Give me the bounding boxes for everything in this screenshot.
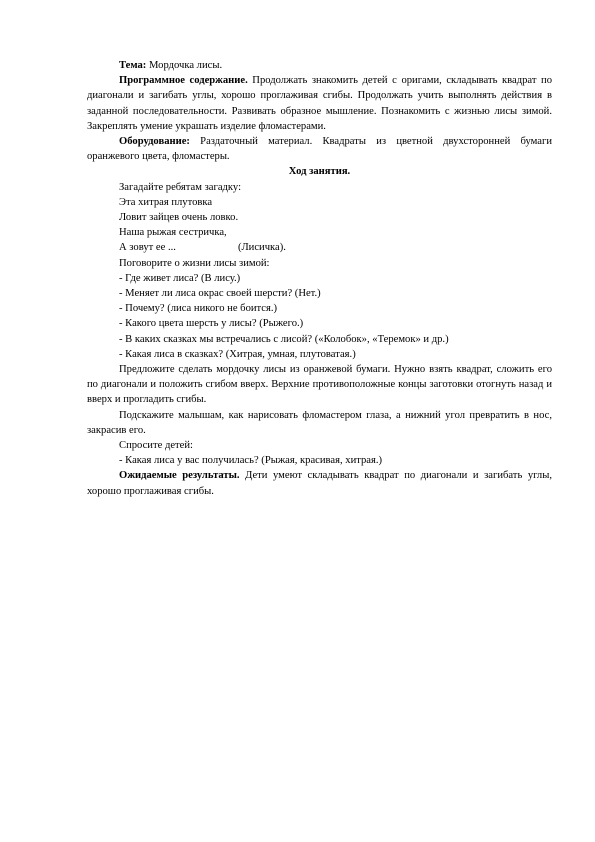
- riddle-line-2: Ловит зайцев очень ловко.: [119, 212, 239, 224]
- instruction-paragraph-2: Подскажите малышам, как нарисовать фломастером глаза, а нижний угол превратить в нос, закрасив его.: [87, 409, 552, 436]
- riddle-intro: Загадайте ребятам загадку:: [119, 181, 242, 193]
- ask-question: - Какая лиса у вас получилась? (Рыжая, красивая, хитрая.): [119, 455, 383, 467]
- program-paragraph: [87, 73, 552, 134]
- talk-question-3: - Почему? (лиса никого не боится.): [119, 303, 278, 315]
- equipment-text: Раздаточный материал. Квадраты из цветной двухсторонней бумаги оранжевого цвета, фломастеры.: [87, 136, 552, 163]
- instruction-paragraph-1: Предложите сделать мордочку лисы из оранжевой бумаги. Нужно взять квадрат, сложить его по диагонали и положить сгибом вверх. Верхние противоположные концы заготовки отогнуть назад и вверх и прогладить сгибы.: [87, 364, 552, 406]
- talk-question-2: - Меняет ли лиса окрас своей шерсти? (Нет.): [119, 288, 321, 300]
- equipment-label: Оборудование:: [119, 136, 190, 148]
- talk-question-5: - В каких сказках мы встречались с лисой? («Колобок», «Теремок» и др.): [119, 333, 449, 345]
- results-paragraph: [87, 468, 552, 498]
- riddle-answer: (Лисичка).: [237, 242, 286, 254]
- riddle-line-1: Эта хитрая плутовка: [119, 196, 213, 208]
- equipment-paragraph: [87, 134, 552, 164]
- program-label: Программное содержание.: [119, 75, 248, 87]
- topic-label: Тема:: [119, 60, 147, 71]
- document-body: [87, 58, 552, 499]
- program-text: Продолжать знакомить детей с оригами, складывать квадрат по диагонали и загибать углы, хорошо проглаживая сгибы. Продолжать учить выполнять действия в заданной последовательности. Развивать образное мышление. Познакомить с жизнью лисы зимой. Закреплять умение украшать изделие фломастерами.: [87, 75, 552, 132]
- talk-question-6: - Какая лиса в сказках? (Хитрая, умная, плутоватая.): [119, 348, 356, 360]
- riddle-line-4: [87, 240, 552, 255]
- topic-paragraph: [87, 58, 552, 73]
- talk-question-1: - Где живет лиса? (В лису.): [119, 272, 241, 284]
- talk-intro: Поговорите о жизни лисы зимой:: [119, 257, 270, 269]
- lesson-heading: Ход занятия.: [288, 166, 351, 178]
- results-label: Ожидаемые результаты.: [119, 470, 240, 482]
- results-text: Дети умеют складывать квадрат по диагонали и загибать углы, хорошо проглаживая сгибы.: [87, 470, 552, 497]
- talk-question-4: - Какого цвета шерсть у лисы? (Рыжего.): [119, 318, 304, 330]
- topic-text: Мордочка лисы.: [146, 60, 223, 71]
- riddle-line-4-text: А зовут ее ...: [119, 242, 176, 254]
- ask-intro: Спросите детей:: [119, 440, 193, 452]
- riddle-line-3: Наша рыжая сестричка,: [119, 227, 227, 239]
